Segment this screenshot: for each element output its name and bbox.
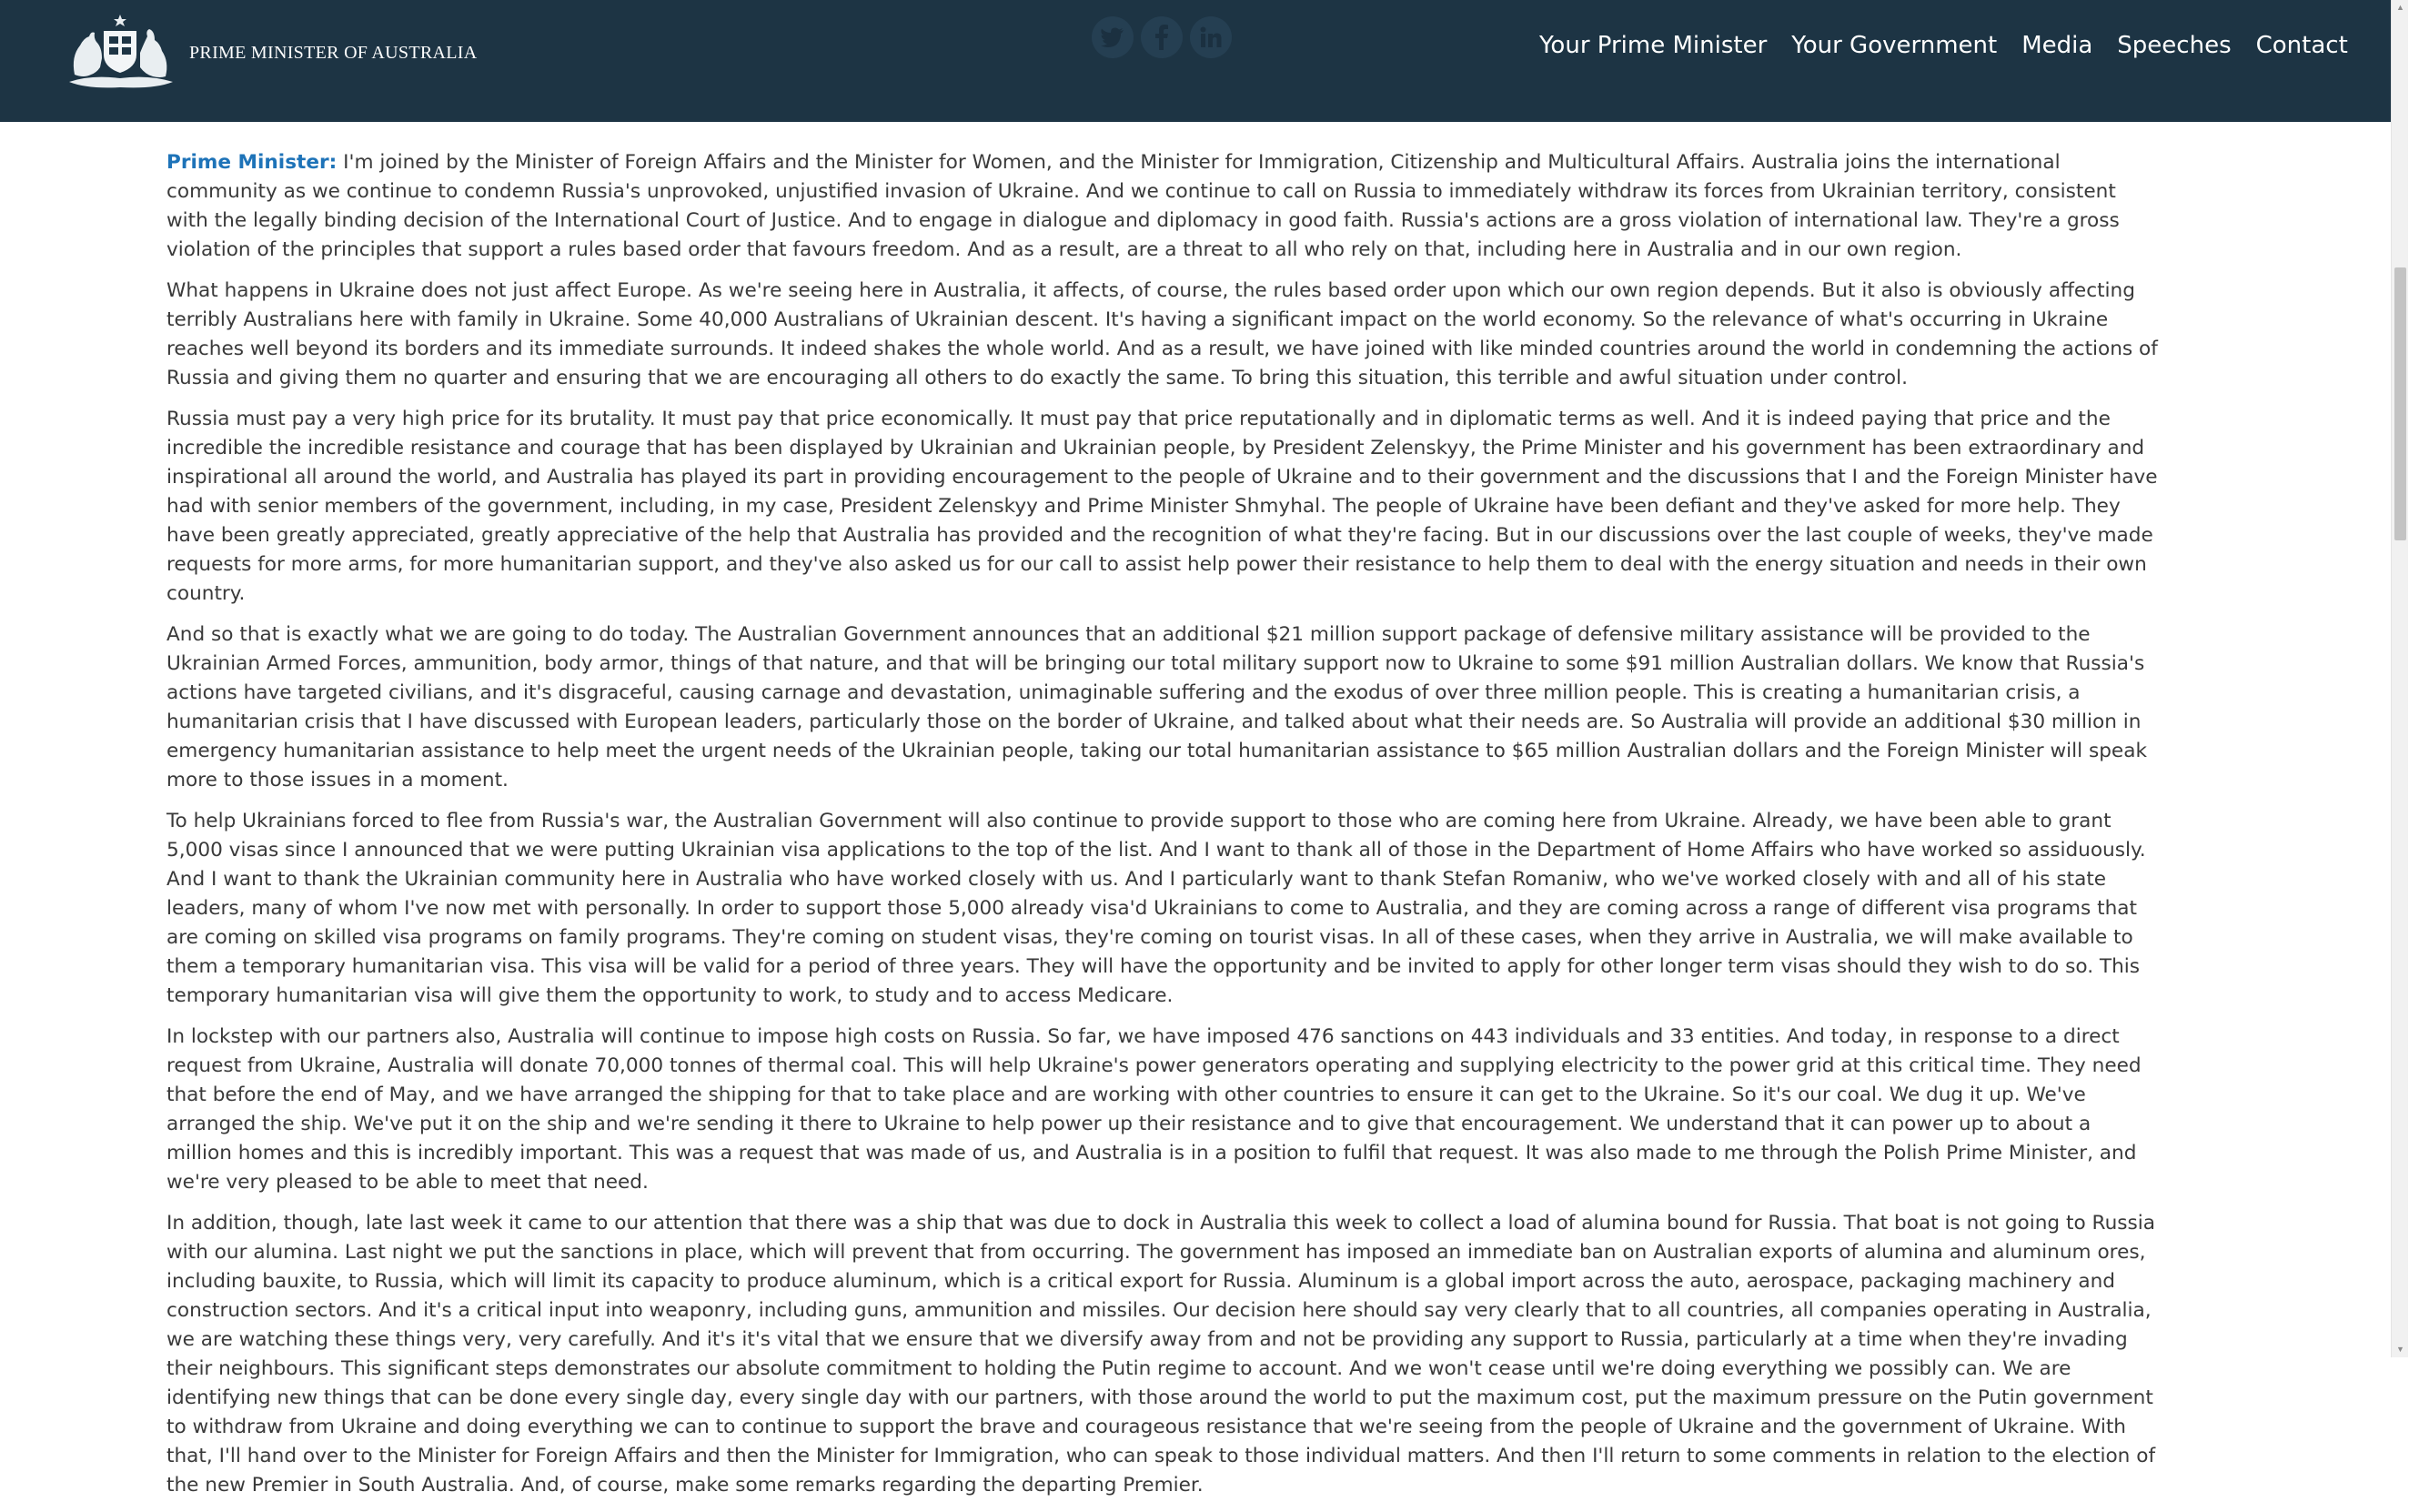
vertical-scrollbar[interactable] — [2391, 0, 2408, 1357]
transcript-paragraph: To help Ukrainians forced to flee from Russia's war, the Australian Government will also continue to provide support to those who are coming here from Ukraine. Already, we have been able to grant 5,000 visas since I announced that we were putting Ukrainian visa applications to the top of the list. And I want to thank all of those in the Department of Home Affairs who have worked so assiduously. And I want to thank the Ukrainian community here in Australia who have worked closely with us. And I particularly want to thank Stefan Romaniw, who we've worked closely with and all of his state leaders, many of whom I've now met with personally. In order to support those 5,000 already visa'd Ukrainians to come to Australia, and they are coming across a range of different visa programs that are coming on skilled visa programs on family programs. They're coming on student visas, they're coming on tourist visas. In all of these cases, when they arrive in Australia, we will make available to them a temporary humanitarian visa. This visa will be valid for a period of three years. They will have the opportunity and be invited to apply for other longer term visas should they wish to do so. This temporary humanitarian visa will give them the opportunity to work, to study and to access Medicare. — [166, 810, 2146, 1007]
site-header — [0, 0, 2391, 122]
transcript-paragraph: What happens in Ukraine does not just affect Europe. As we're seeing here in Australia, it affects, of course, the rules based order upon which our own region depends. But it also is obviously affecting terribly Australians here with family in Ukraine. Some 40,000 Australians of Ukrainian descent. It's having a significant impact on the world economy. So the relevance of what's occurring in Ukraine reaches well beyond its borders and its immediate surrounds. It indeed shakes the whole world. And as a result, we have joined with like minded countries around the world in condemning the actions of Russia and giving them no quarter and ensuring that we are encouraging all others to do exactly the same. To bring this situation, this terrible and awful situation under control. — [166, 279, 2158, 389]
main-nav — [1539, 27, 2348, 64]
nav-media[interactable]: Media — [2021, 32, 2093, 59]
transcript-paragraph: Russia must pay a very high price for its brutality. It must pay that price economically. It must pay that price reputationally and in diplomatic terms as well. And it is indeed paying that price and the incredible the incredible resistance and courage that has been displayed by Ukrainian and Ukrainian people, by President Zelenskyy, the Prime Minister and his government has been extraordinary and inspirational all around the world, and Australia has played its part in providing encouragement to the people of Ukraine and to their government and the discussions that I and the Foreign Minister have had with senior members of the government, including, in my case, President Zelenskyy and Prime Minister Shmyhal. The people of Ukraine have been defiant and they've asked for more help. They have been greatly appreciated, greatly appreciative of the help that Australia has provided and the recognition of what they're facing. But in our discussions over the last couple of weeks, they've made requests for more arms, for more humanitarian support, and they've also asked us for our call to assist help power their resistance to help them to deal with the energy situation and needs in their own country. — [166, 408, 2158, 605]
nav-your-government[interactable]: Your Government — [1791, 32, 1998, 59]
facebook-icon[interactable] — [1141, 16, 1183, 58]
transcript-body — [166, 148, 2161, 1512]
coat-of-arms-logo[interactable] — [64, 11, 177, 93]
paragraph-text: I'm joined by the Minister of Foreign Affairs and the Minister for Women, and the Minister for Immigration, Citizenship and Multicultural Affairs. Australia joins the international community as we continue to condemn Russia's unprovoked, unjustified invasion of Ukraine. And we continue to call on Russia to immediately withdraw its forces from Ukrainian territory, consistent with the legally binding decision of the International Court of Justice. And to engage in dialogue and diplomacy in good faith. Russia's actions are a gross violation of international law. They're a gross violation of the principles that support a rules based order that favours freedom. And as a result, are a threat to all who rely on that, including here in Australia and in our own region. — [166, 151, 2120, 261]
transcript-paragraph: In lockstep with our partners also, Australia will continue to impose high costs on Russia. So far, we have imposed 476 sanctions on 443 individuals and 33 entities. And today, in response to a direct request from Ukraine, Australia will donate 70,000 tonnes of thermal coal. This will help Ukraine's power generators operating and supplying electricity to the power grid at this critical time. They need that before the end of May, and we have arranged the shipping for that to take place and are working with other countries to ensure it can get to the Ukraine. So it's our coal. We dug it up. We've arranged the ship. We've put it on the ship and we're sending it there to Ukraine to help power up their resistance and to give that encouragement. We understand that it can power up to about a million homes and this is incredibly important. This was a request that was made of us, and Australia is in a position to fulfil that request. It was also made to me through the Polish Prime Minister, and we're very pleased to be able to meet that need. — [166, 1025, 2142, 1194]
nav-contact[interactable]: Contact — [2255, 32, 2348, 59]
transcript-paragraph: In addition, though, late last week it came to our attention that there was a ship that was due to dock in Australia this week to collect a load of alumina bound for Russia. That boat is not going to Russia with our alumina. Last night we put the sanctions in place, which will prevent that from occurring. The government has imposed an immediate ban on Australian exports of alumina and aluminum ores, including bauxite, to Russia, which will limit its capacity to produce aluminum, which is a critical export for Russia. Aluminum is a global import across the auto, aerospace, packaging machinery and construction sectors. And it's a critical input into weaponry, including guns, ammunition and missiles. Our decision here should say very clearly that to all countries, all companies operating in Australia, we are watching these things very, very carefully. And it's it's vital that we ensure that we diversify away from and not be providing any support to Russia, particularly at a time when they're invading their neighbours. This significant steps demonstrates our absolute commitment to holding the Putin regime to account. And we won't cease until we're doing everything we possibly can. We are identifying new things that can be done every single day, every single day with our partners, with those around the world to put the maximum cost, put the maximum pressure on the Putin government to withdraw from Ukraine and doing everything we can to continue to support the brave and courageous resistance that we're seeing from the people of Ukraine and the government of Ukraine. With that, I'll hand over to the Minister for Foreign Affairs and then the Minister for Immigration, who can speak to those individual matters. And then I'll return to some comments in relation to the election of the new Premier in South Australia. And, of course, make some remarks regarding the departing Premier. — [166, 1212, 2156, 1497]
scroll-up-arrow-icon[interactable]: ▲ — [2396, 3, 2404, 12]
twitter-bird-icon — [1101, 27, 1124, 47]
nav-speeches[interactable]: Speeches — [2117, 32, 2232, 59]
scroll-down-arrow-icon[interactable]: ▼ — [2396, 1345, 2404, 1354]
transcript-paragraph — [166, 148, 2161, 265]
twitter-icon[interactable] — [1092, 16, 1134, 58]
coat-of-arms-icon — [64, 11, 177, 93]
speaker-label: Prime Minister: — [166, 151, 338, 174]
social-share-bar — [1092, 16, 1232, 66]
linkedin-in-icon — [1200, 26, 1222, 48]
nav-your-prime-minister[interactable]: Your Prime Minister — [1539, 32, 1768, 59]
linkedin-icon[interactable] — [1190, 16, 1232, 58]
transcript-paragraph: And so that is exactly what we are going to do today. The Australian Government announces that an additional $21 million support package of defensive military assistance will be provided to the Ukrainian Armed Forces, ammunition, body armor, things of that nature, and that will be bringing our total military support now to Ukraine to some $91 million Australian dollars. We know that Russia's actions have targeted civilians, and it's disgraceful, causing carnage and devastation, unimaginable suffering and the exodus of over three million people. This is creating a humanitarian crisis, a humanitarian crisis that I have discussed with European leaders, particularly those on the border of Ukraine, and talked about what their needs are. So Australia will provide an additional $30 million in emergency humanitarian assistance to help meet the urgent needs of the Ukrainian people, taking our total humanitarian assistance to $65 million Australian dollars and the Foreign Minister will speak more to those issues in a moment. — [166, 623, 2147, 791]
scrollbar-thumb[interactable] — [2394, 267, 2406, 540]
site-title[interactable]: PRIME MINISTER OF AUSTRALIA — [189, 43, 478, 63]
facebook-f-icon — [1154, 25, 1169, 50]
